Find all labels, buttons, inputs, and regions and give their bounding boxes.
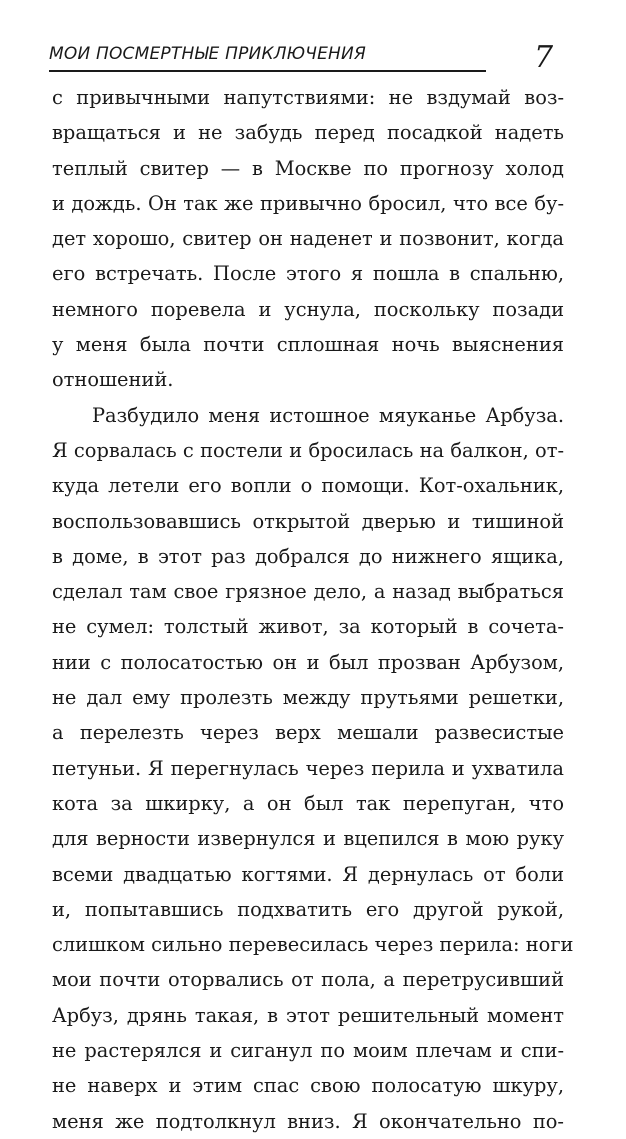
text-line: и, попытавшись подхватить его другой рукой,: [52, 897, 564, 921]
page-number: 7: [534, 40, 554, 75]
text-line: вращаться и не забудь перед посадкой надеть: [52, 121, 564, 145]
text-line: его встречать. После этого я пошла в спальню,: [52, 262, 564, 286]
text-line: сделал там свое грязное дело, а назад выбраться: [52, 580, 564, 604]
text-line: Я сорвалась с постели и бросилась на балкон, от-: [52, 438, 564, 462]
text-line: петуньи. Я перегнулась через перила и ухватила: [52, 756, 564, 780]
text-line: воспользовавшись открытой дверью и тишиной: [52, 509, 564, 533]
text-line: немного поревела и уснула, поскольку позади: [52, 297, 564, 321]
text-line: куда летели его вопли о помощи. Кот-охальник,: [52, 474, 564, 498]
text-line: мои почти оторвались от пола, а перетрусивший: [52, 968, 564, 992]
text-line: теплый свитер — в Москве по прогнозу холод: [52, 156, 564, 180]
text-line: а перелезть через верх мешали развесистые: [52, 721, 564, 745]
text-line: в доме, в этот раз добрался до нижнего ящика,: [52, 544, 564, 568]
text-line: Арбуз, дрянь такая, в этот решительный момент: [52, 1003, 564, 1027]
text-line: отношений.: [52, 368, 174, 392]
text-line: не наверх и этим спас свою полосатую шкуру,: [52, 1074, 564, 1098]
text-line: нии с полосатостью он и был прозван Арбузом,: [52, 650, 564, 674]
text-line: с привычными напутствиями: не вздумай воз-: [52, 86, 564, 109]
header-rule: [49, 70, 486, 72]
text-line: меня же подтолкнул вниз. Я окончательно по-: [52, 1109, 564, 1133]
text-line: слишком сильно перевесилась через перила: ноги: [52, 933, 574, 957]
text-line: не дал ему пролезть между прутьями решетки,: [52, 686, 564, 710]
text-line: всеми двадцатью когтями. Я дернулась от боли: [52, 862, 564, 886]
text-line: кота за шкирку, а он был так перепуган, что: [52, 791, 564, 815]
text-line: не сумел: толстый живот, за который в сочета-: [52, 615, 564, 639]
text-line: и дождь. Он так же привычно бросил, что все бу-: [52, 191, 564, 215]
body-text: [52, 80, 574, 1139]
text-line: не растерялся и сиганул по моим плечам и спи-: [52, 1039, 564, 1063]
running-title: МОИ ПОСМЕРТНЫЕ ПРИКЛЮЧЕНИЯ: [49, 44, 366, 64]
text-line: для верности извернулся и вцепился в мою руку: [52, 827, 564, 851]
text-line: дет хорошо, свитер он наденет и позвонит, когда: [52, 227, 564, 251]
text-line: у меня была почти сплошная ночь выяснения: [52, 333, 564, 357]
paragraph-start-line: Разбудило меня истошное мяуканье Арбуза.: [92, 403, 564, 427]
